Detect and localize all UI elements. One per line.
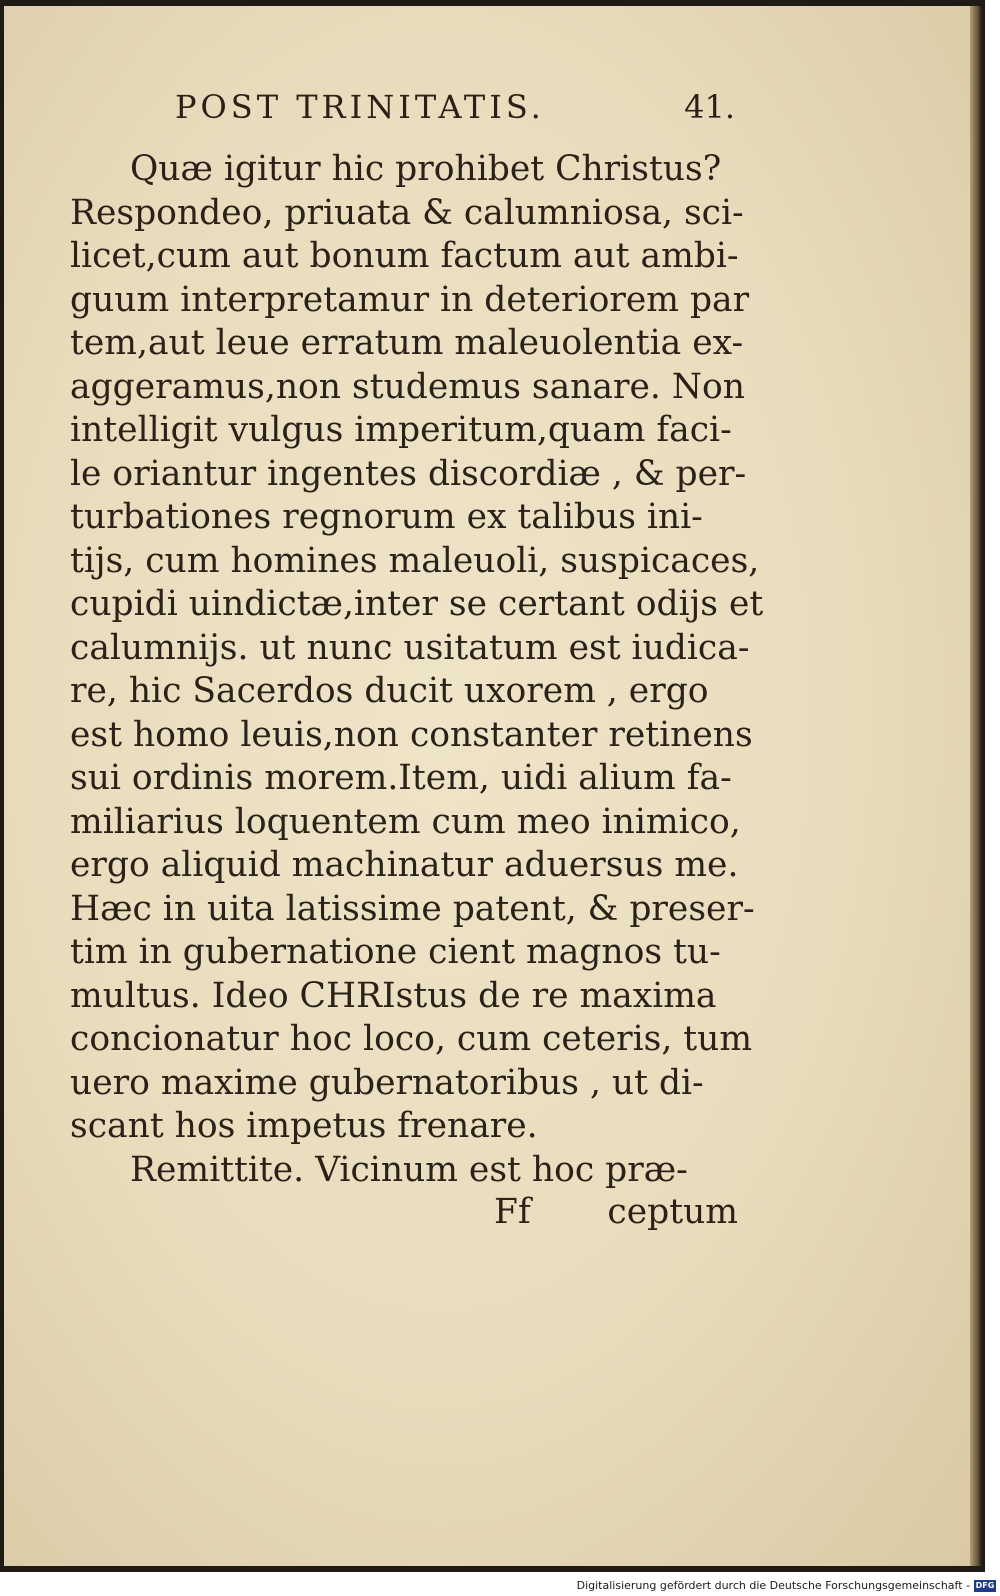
text-line: Remittite. Vicinum est hoc præ- — [130, 1149, 688, 1190]
text-line: intelligit vulgus imperitum,quam faci- — [70, 410, 732, 450]
catchline — [70, 1192, 738, 1236]
text-line: est homo leuis,non constanter retinens — [70, 714, 753, 755]
signature-mark: Ff — [494, 1192, 531, 1232]
dfg-logo-icon: DFG — [975, 1581, 995, 1590]
text-line: Hæc in uita latissime patent, & preser- — [70, 888, 755, 929]
text-line: Quæ igitur hic prohibet Christus? — [130, 149, 722, 189]
text-line: re, hic Sacerdos ducit uxorem , ergo — [70, 671, 709, 711]
text-line: aggeramus,non studemus sanare. Non — [70, 366, 745, 407]
text-line: turbationes regnorum ex talibus ini- — [70, 497, 703, 537]
text-line: tim in gubernatione cient magnos tu- — [70, 932, 721, 972]
funding-credit: Digitalisierung gefördert durch die Deutsche Forschungsgemeinschaft - — [576, 1579, 970, 1592]
text-line: licet,cum aut bonum factum aut ambi- — [70, 236, 739, 276]
text-line: guum interpretamur in deteriorem par — [70, 279, 750, 320]
page-edge — [970, 6, 982, 1566]
running-head: POST TRINITATIS. — [175, 88, 545, 126]
folio-number: 41. — [684, 88, 735, 126]
page-header — [175, 88, 735, 138]
text-line: Respondeo, priuata & calumniosa, sci- — [70, 192, 744, 233]
text-line: multus. Ideo CHRIstus de re maxima — [70, 975, 717, 1016]
text-line: tijs, cum homines maleuoli, suspicaces, — [70, 540, 760, 581]
text-line: ergo aliquid machinatur aduersus me. — [70, 845, 739, 885]
text-line: miliarius loquentem cum meo inimico, — [70, 801, 741, 842]
body-text — [70, 148, 764, 1192]
text-line: le oriantur ingentes discordiæ , & per- — [70, 453, 747, 494]
text-line: concionatur hoc loco, cum ceteris, tum — [70, 1019, 753, 1059]
text-line: cupidi uindictæ,inter se certant odijs et — [70, 584, 764, 624]
text-line: calumnijs. ut nunc usitatum est iudica- — [70, 627, 750, 668]
footer-bar — [0, 1578, 1000, 1596]
text-line: sui ordinis morem.Item, uidi alium fa- — [70, 758, 732, 798]
text-line: scant hos impetus frenare. — [70, 1106, 538, 1146]
catchword: ceptum — [607, 1192, 738, 1232]
text-line: tem,aut leue erratum maleuolentia ex- — [70, 323, 744, 363]
text-line: uero maxime gubernatoribus , ut di- — [70, 1062, 704, 1103]
